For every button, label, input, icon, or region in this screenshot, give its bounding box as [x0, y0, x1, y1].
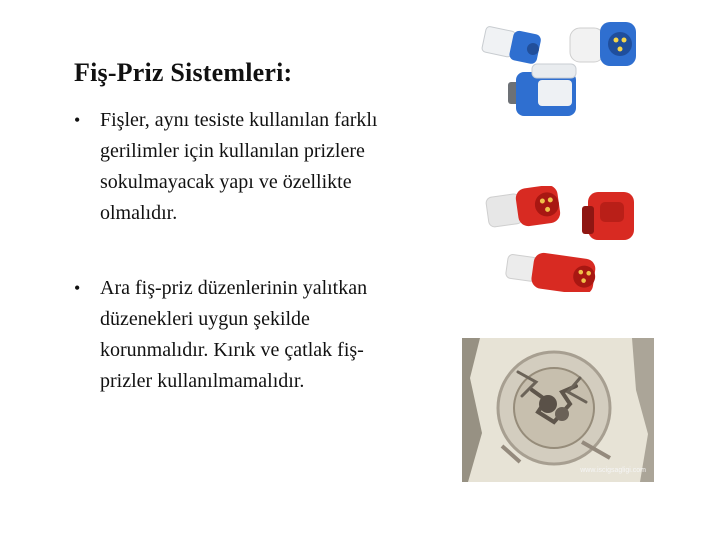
red-industrial-plug-icon: [482, 186, 640, 292]
blue-industrial-plug-icon: [478, 12, 648, 122]
photo-watermark: www.iscigsagligi.com: [580, 467, 646, 474]
slide-title: Fiş-Priz Sistemleri:: [74, 58, 293, 87]
bullet-item: [74, 105, 394, 229]
bullet-list: [74, 105, 394, 397]
bullet-item: [74, 273, 394, 397]
broken-socket-photo: [462, 338, 654, 482]
bullet-marker: •: [74, 278, 81, 298]
bullet-marker: •: [74, 110, 81, 130]
bullet-text: Ara fiş-priz düzenlerinin yalıtkan düzenekleri uygun şekilde korunmalıdır. Kırık ve çatlak fiş-prizler kullanılmamalıdır.: [100, 277, 368, 392]
cracked-socket-icon: [462, 338, 654, 482]
bullet-text: Fişler, aynı tesiste kullanılan farklı gerilimler için kullanılan prizlere sokulmayacak yapı ve özellikte olmalıdır.: [100, 109, 378, 224]
